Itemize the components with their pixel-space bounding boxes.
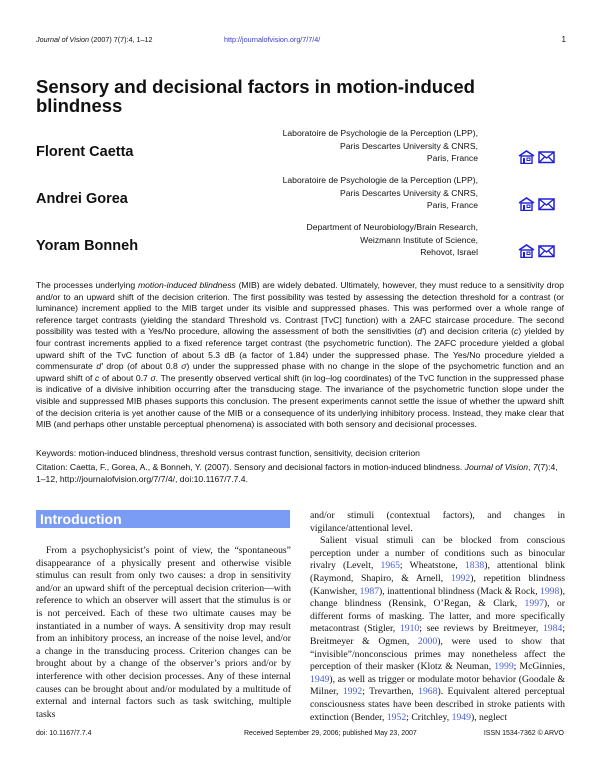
reference-link[interactable]: 1910 <box>399 623 420 635</box>
paper-title: Sensory and decisional factors in motion-induced blindness <box>36 76 475 116</box>
keywords: Keywords: motion-induced blindness, threshold versus contrast function, sensitivity, decision criterion <box>36 448 420 458</box>
footer-dates: Received September 29, 2006; published May 23, 2007 <box>244 730 417 737</box>
footer-issn: ISSN 1534-7362 © ARVO <box>483 730 564 737</box>
reference-link[interactable]: 2000 <box>417 635 438 647</box>
mail-icon[interactable] <box>538 197 555 211</box>
journal-ref: Journal of Vision (2007) 7(7):4, 1–12 <box>36 35 153 44</box>
body-column-right <box>310 510 565 724</box>
reference-link[interactable]: 1984 <box>542 623 563 635</box>
reference-link[interactable]: 1992 <box>342 686 363 698</box>
author-links <box>518 150 555 164</box>
section-heading-introduction: Introduction <box>36 510 290 528</box>
reference-link[interactable]: 1998 <box>539 585 560 597</box>
reference-link[interactable]: 1965 <box>380 560 400 572</box>
author-block <box>36 221 566 265</box>
footer-doi: doi: 10.1167/7.7.4 <box>36 730 92 737</box>
author-affiliation: Laboratoire de Psychologie de la Perception (LPP), Paris Descartes University & CNRS, Paris, France <box>282 128 478 163</box>
reference-link[interactable]: 1997 <box>524 598 544 610</box>
author-links <box>518 197 555 211</box>
citation: Citation: Caetta, F., Gorea, A., & Bonneh, Y. (2007). Sensory and decisional factors in motion-induced blindness. Journal of Vision, 7(7):4, 1–12, http://journalofvision.org/7/7/4/, doi:10.1167/7.7.4. <box>36 462 558 484</box>
running-head <box>36 35 566 47</box>
paragraph: and/or stimuli (contextual factors), and changes in vigilance/attentional level. <box>310 510 565 534</box>
reference-link[interactable]: 1999 <box>494 661 514 673</box>
reference-link[interactable]: 1992 <box>450 572 471 584</box>
reference-link[interactable]: 1838 <box>464 560 485 572</box>
home-icon[interactable] <box>518 197 535 211</box>
author-affiliation: Laboratoire de Psychologie de la Perception (LPP), Paris Descartes University & CNRS, Paris, France <box>282 175 478 210</box>
paragraph: From a psychophysicist’s point of view, the “spontaneous” disappearance of a physically present and otherwise visible stimulus can result from only two causes: a drop in sensitivity and/or an upward shift of the perceptual decision criterion—with reference to which an observer will assert that the stimulus is or is not perceived. Each of these two ultimate causes may be instantiated in a number of ways. A sensitivity drop may result from an inhibitory process, an increase of the noise level, and/or a change in the transducing process. Criterion changes can be brought about by a change of the observer’s priors and/or by interference with other decision processes. Any of these internal causes can be brought about and/or modulated by a multitude of external and internal factors such as task switching, multiple tasks <box>36 545 291 720</box>
home-icon[interactable] <box>518 150 535 164</box>
reference-link[interactable]: 1952 <box>386 711 407 723</box>
mail-icon[interactable] <box>538 244 555 258</box>
article-url-link[interactable]: http://journalofvision.org/7/7/4/ <box>224 35 321 44</box>
author-name: Florent Caetta <box>36 144 134 160</box>
author-affiliation: Department of Neurobiology/Brain Research, Weizmann Institute of Science, Rehovot, Israel <box>306 222 478 257</box>
page-number: 1 <box>561 35 566 44</box>
reference-link[interactable]: 1949 <box>310 673 330 685</box>
author-links <box>518 244 555 258</box>
reference-link[interactable]: 1949 <box>451 711 471 723</box>
reference-link[interactable]: 1968 <box>418 686 438 698</box>
abstract: The processes underlying motion-induced blindness (MIB) are widely debated. Ultimately, however, they must reduce to a sensitivity drop and/or to an upward shift of the decision criterion. The first possibility was tested by assessing the detection threshold for a contrast (or luminance) increment applied to the MIB target under its visible and suppressed phases. This was performed over a whole range of reference target contrasts (yielding the standard Threshold vs. Contrast [TvC] function) with a 2AFC staircase procedure. The second possibility was tested with a Yes/No procedure, allowing the assessment of both the sensitivities (d′) and decision criteria (c) yielded by four contrast increments applied to a fixed reference target contrast (the psychometric function). The 2AFC procedure yielded a global upward shift of the TvC function of about 5.3 dB (a factor of 1.84) under the suppressed phase. The Yes/No procedure yielded a commensurate d′ drop (of about 0.8 σ) under the suppressed phase with no change in the slope of the psychometric function and an upward shift of c of about 0.7 σ. The presently observed vertical shift (in log–log coordinates) of the TvC function in the suppressed phase is indicative of a divisive inhibition occurring after the transducing stage. The invariance of the psychometric function slope under the visible and suppressed MIB phases supports this conclusion. The present experiments cannot settle the issue of whether the upward shift of the decision criteria is yet another cause of the MIB or a consequence of its underlying inhibitory process. Instead, they make clear that MIB (and perhaps other unstable perceptual phenomena) is associated with both sensory and decisional processes. <box>36 280 565 430</box>
author-block <box>36 127 566 171</box>
home-icon[interactable] <box>518 244 535 258</box>
page-footer <box>36 730 564 742</box>
body-column-left <box>36 545 291 721</box>
author-name: Andrei Gorea <box>36 191 128 207</box>
mail-icon[interactable] <box>538 150 555 164</box>
paragraph: Salient visual stimuli can be blocked from conscious perception under a number of conditions such as binocular rivalry (Levelt, 1965; Wheatstone, 1838), attentional blink (Raymond, Shapiro, & Arnell, 1992), repetition blindness (Kanwisher, 1987), inattentional blindness (Mack & Rock, 1998), change blindness (Rensink, O’Regan, & Clark, 1997), or different forms of masking. The latter, and more specifically metacontrast (Stigler, 1910; see reviews by Breitmeyer, 1984; Breitmeyer & Ogmen, 2000), were used to show that “invisible”/nonconscious primes may nonetheless affect the perception of their masker (Klotz & Neuman, 1999; McGinnies, 1949), as well as trigger or modulate motor behavior (Goodale & Milner, 1992; Trevarthen, 1968). Equivalent altered perceptual consciousness states have been described in stroke patients with extinction (Bender, 1952; Critchley, 1949), neglect <box>310 535 566 723</box>
reference-link[interactable]: 1987 <box>359 585 380 597</box>
author-block <box>36 174 566 218</box>
author-name: Yoram Bonneh <box>36 238 139 254</box>
